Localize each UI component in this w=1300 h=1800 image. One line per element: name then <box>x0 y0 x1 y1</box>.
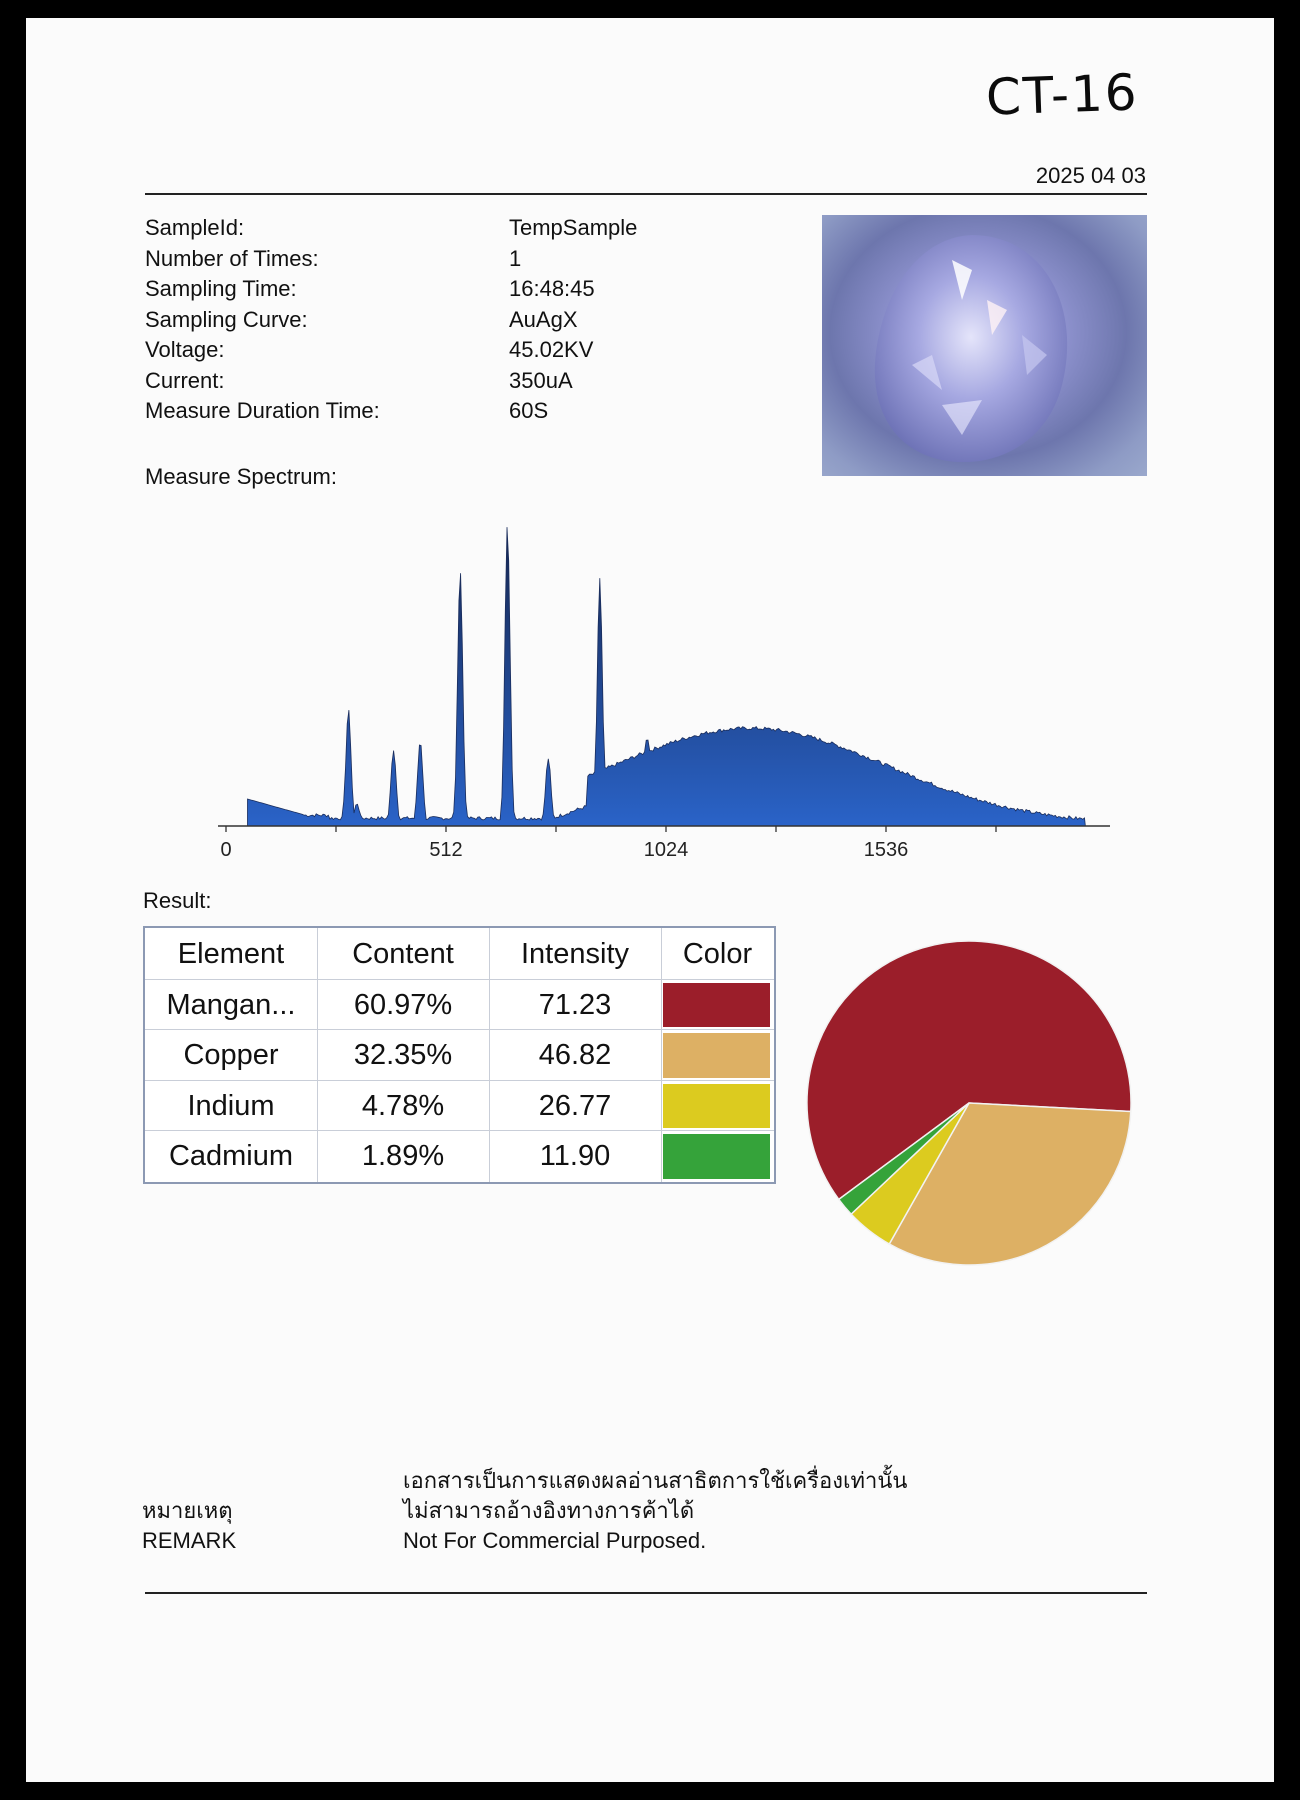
spectrum-tick-label: 0 <box>220 839 232 861</box>
remark-label-thai: หมายเหตุ <box>142 1498 233 1523</box>
table-cell-element: Mangan... <box>166 988 296 1021</box>
spectrum-tick-label: 512 <box>429 839 463 861</box>
table-row-divider <box>145 1029 774 1030</box>
table-cell-intensity: 26.77 <box>538 1089 612 1122</box>
sample-photo <box>822 215 1147 476</box>
handwritten-sample-code: CT-16 <box>985 63 1140 127</box>
spectrum-tick-label: 1536 <box>863 839 909 861</box>
info-label: Sampling Time: <box>145 276 297 301</box>
table-cell-intensity: 46.82 <box>538 1039 612 1071</box>
remark-label-english: REMARK <box>142 1528 237 1553</box>
color-swatch <box>663 1084 770 1129</box>
spectrum-chart <box>196 516 1126 876</box>
info-value: 16:48:45 <box>509 276 595 301</box>
table-cell-content: 60.97% <box>353 988 453 1021</box>
info-label: Voltage: <box>145 337 225 362</box>
info-label: Number of Times: <box>145 245 319 271</box>
composition-pie-chart <box>799 938 1139 1278</box>
color-swatch <box>663 1134 770 1179</box>
table-cell-content: 32.35% <box>353 1039 453 1071</box>
result-label: Result: <box>143 888 212 913</box>
table-row-divider <box>145 1130 774 1131</box>
info-value: 1 <box>509 245 522 271</box>
remark-thai-line2: ไม่สามารถอ้างอิงทางการค้าได้ <box>403 1498 695 1523</box>
table-column-divider <box>661 928 662 1182</box>
gemstone-image <box>822 215 1147 476</box>
top-divider <box>145 193 1147 195</box>
info-value: TempSample <box>509 215 638 240</box>
info-value: 60S <box>509 398 549 423</box>
info-value: 350uA <box>509 367 573 393</box>
bottom-divider <box>145 1592 1147 1594</box>
info-label: Measure Duration Time: <box>145 398 380 423</box>
table-row-divider <box>145 979 774 980</box>
info-value: 45.02KV <box>509 337 594 362</box>
info-value: AuAgX <box>509 306 578 332</box>
table-cell-intensity: 71.23 <box>538 988 612 1021</box>
color-swatch <box>663 983 770 1028</box>
table-cell-element: Indium <box>187 1089 275 1122</box>
info-label: Current: <box>145 367 225 393</box>
report-sheet <box>26 18 1274 1782</box>
column-header: Intensity <box>521 938 629 970</box>
column-header: Content <box>352 938 454 970</box>
table-cell-intensity: 11.90 <box>539 1140 611 1172</box>
spectrum-tick-label: 1024 <box>643 839 689 861</box>
spectrum-label: Measure Spectrum: <box>145 464 337 489</box>
remark-thai-line1: เอกสารเป็นการแสดงผลอ่านสาธิตการใช้เครื่องเท่านั้น <box>403 1468 908 1493</box>
table-column-divider <box>317 928 318 1182</box>
table-cell-content: 1.89% <box>361 1140 445 1172</box>
color-swatch <box>663 1033 770 1078</box>
column-header: Element <box>177 938 285 970</box>
info-label: Sampling Curve: <box>145 306 308 332</box>
remark-english-line: Not For Commercial Purposed. <box>403 1528 707 1553</box>
info-label: SampleId: <box>145 215 245 240</box>
table-cell-element: Cadmium <box>168 1140 294 1172</box>
table-cell-element: Copper <box>183 1039 279 1071</box>
result-table <box>143 926 776 1184</box>
report-date: 2025 04 03 <box>1035 163 1146 188</box>
table-column-divider <box>489 928 490 1182</box>
spectrum-area <box>247 527 1085 826</box>
column-header: Color <box>682 938 753 970</box>
table-cell-content: 4.78% <box>361 1089 445 1122</box>
table-row-divider <box>145 1080 774 1081</box>
